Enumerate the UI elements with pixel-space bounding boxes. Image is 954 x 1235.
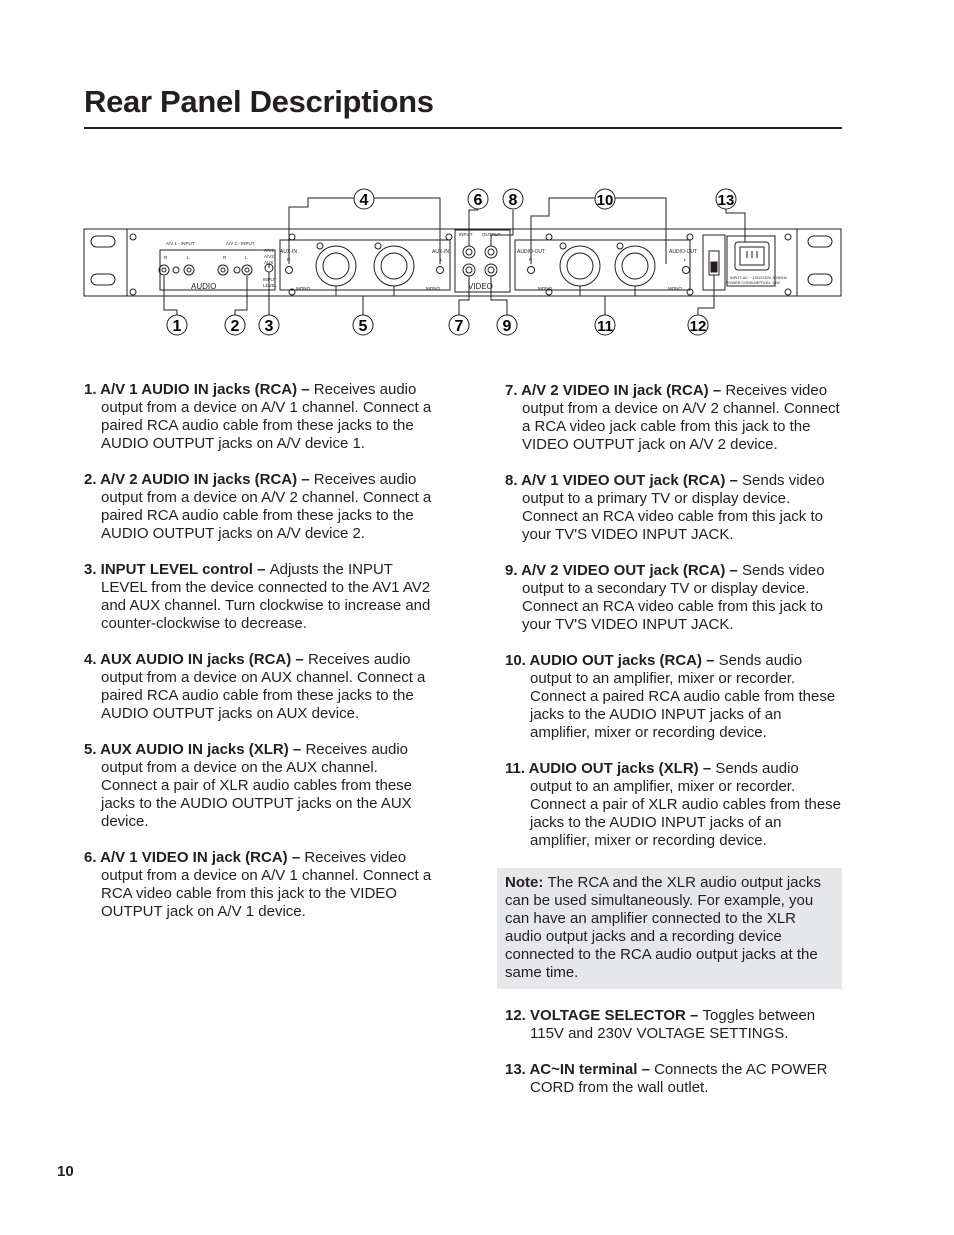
item-12 bbox=[505, 1007, 842, 1043]
callout-7 bbox=[449, 315, 469, 335]
callout-5 bbox=[353, 315, 373, 335]
av2-l-label: L bbox=[245, 255, 248, 260]
item-11-head: 11. AUDIO OUT jacks (XLR) – bbox=[505, 760, 716, 777]
mono-label-3: MONO bbox=[538, 286, 552, 291]
item-8-head: 8. A/V 1 VIDEO OUT jack (RCA) – bbox=[505, 472, 743, 489]
item-6-body: Receives video output from a device on A/V 1 channel. Connect a RCA video cable from this jack to the VIDEO OUTPUT jack on A/V 1 device. bbox=[101, 849, 432, 920]
callout-6 bbox=[468, 189, 488, 209]
svg-text:9: 9 bbox=[502, 318, 512, 335]
svg-text:10: 10 bbox=[596, 192, 614, 209]
rack-slot-br bbox=[808, 274, 832, 285]
rack-slot-bl bbox=[91, 274, 115, 285]
power-label: POWER CONSUMPTION: 10W bbox=[726, 281, 780, 285]
right-column bbox=[505, 382, 842, 1115]
audio-section-label: AUDIO bbox=[191, 282, 217, 291]
input-level-label-2: LEVEL bbox=[263, 283, 278, 288]
item-5 bbox=[84, 741, 434, 831]
svg-text:12: 12 bbox=[689, 318, 707, 335]
video-output-label: OUTPUT bbox=[482, 232, 501, 237]
ac-rating-label: INPUT: AC ~ 115V/230V, 50/60Hz bbox=[730, 276, 787, 280]
mono-label-4: MONO bbox=[668, 286, 682, 291]
svg-text:6: 6 bbox=[473, 192, 483, 209]
item-6 bbox=[84, 849, 434, 921]
item-9-body: Sends video output to a secondary TV or display device. Connect an RCA video cable from this jack to your TV'S VIDEO INPUT JACK. bbox=[522, 562, 825, 633]
item-4-head: 4. AUX AUDIO IN jacks (RCA) – bbox=[84, 651, 308, 668]
callout-markers bbox=[167, 189, 736, 335]
input-level-label-1: INPUT bbox=[263, 277, 277, 282]
audio-out-label-left: AUDIO-OUT bbox=[517, 249, 546, 255]
item-7-body: Receives video output from a device on A/V 2 channel. Connect a RCA video jack cable from this jack to the VIDEO OUTPUT jack on A/V 2 device. bbox=[522, 382, 840, 453]
audio-out-r-label: R bbox=[529, 257, 533, 262]
svg-text:3: 3 bbox=[264, 318, 274, 335]
svg-text:11: 11 bbox=[597, 318, 613, 335]
av1-input-label: A/V 1 - INPUT bbox=[166, 241, 195, 246]
av2-r-label: R bbox=[223, 255, 227, 260]
callout-12 bbox=[688, 315, 708, 335]
callout-4 bbox=[354, 189, 374, 209]
left-column bbox=[84, 381, 434, 939]
item-9-head: 9. A/V 2 VIDEO OUT jack (RCA) – bbox=[505, 562, 743, 579]
item-1-body: Receives audio output from a device on A/V 1 channel. Connect a paired RCA audio cable from these jacks to the AUDIO OUTPUT jacks on A/V device 1. bbox=[101, 381, 432, 452]
item-2-head: 2. A/V 2 AUDIO IN jacks (RCA) – bbox=[84, 471, 314, 488]
title-rule bbox=[84, 127, 842, 129]
item-1-head: 1. A/V 1 AUDIO IN jacks (RCA) – bbox=[84, 381, 314, 398]
svg-text:5: 5 bbox=[358, 318, 368, 335]
callout-11 bbox=[595, 315, 615, 335]
item-5-head: 5. AUX AUDIO IN jacks (XLR) – bbox=[84, 741, 306, 758]
item-6-head: 6. A/V 1 VIDEO IN jack (RCA) – bbox=[84, 849, 305, 866]
callout-2 bbox=[225, 315, 245, 335]
aux-in-label-right: AUX-IN bbox=[432, 249, 449, 255]
svg-text:8: 8 bbox=[508, 192, 518, 209]
item-9 bbox=[505, 562, 842, 634]
mono-label-1: MONO bbox=[296, 286, 310, 291]
item-4-body: Receives audio output from a device on AUX channel. Connect a paired RCA audio cable from these jacks to the AUDIO OUTPUT jacks on AUX device. bbox=[101, 651, 426, 722]
av2-input-label: A/V 2 - INPUT bbox=[226, 241, 255, 246]
svg-text:1: 1 bbox=[172, 318, 182, 335]
item-13 bbox=[505, 1061, 842, 1097]
aux-select-label: AUX bbox=[264, 260, 274, 265]
item-5-body: Receives audio output from a device on the AUX channel. Connect a pair of XLR audio cables from these jacks to the AUDIO OUTPUT jacks on the AUX device. bbox=[101, 741, 413, 830]
callout-9 bbox=[497, 315, 517, 335]
item-2-body: Receives audio output from a device on A/V 2 channel. Connect a paired RCA audio cable from these jacks to the AUDIO OUTPUT jacks on A/V device 2. bbox=[101, 471, 432, 542]
audio-out-label-right: AUDIO-OUT bbox=[669, 249, 698, 255]
item-8-body: Sends video output to a primary TV or display device. Connect an RCA video cable from this jack to your TV'S VIDEO INPUT JACK. bbox=[522, 472, 825, 543]
note-head: Note: bbox=[505, 874, 548, 891]
svg-text:4: 4 bbox=[359, 192, 369, 209]
note-body: The RCA and the XLR audio output jacks can be used simultaneously. For example, you can have an amplifier connected to the XLR audio output jacks and a recording device connected to the RCA audio output jacks at the same time. bbox=[505, 874, 822, 981]
callout-1 bbox=[167, 315, 187, 335]
audio-out-l-label: L bbox=[684, 257, 687, 262]
item-7 bbox=[505, 382, 842, 454]
callout-10 bbox=[595, 189, 615, 209]
aux-in-label-left: AUX-IN bbox=[280, 249, 297, 255]
item-11 bbox=[505, 760, 842, 850]
rack-slot-tr bbox=[808, 236, 832, 247]
rear-panel-diagram bbox=[0, 180, 954, 350]
callout-8 bbox=[503, 189, 523, 209]
rack-slot-tl bbox=[91, 236, 115, 247]
item-3 bbox=[84, 561, 434, 633]
item-11-body: Sends audio output to an amplifier, mixer or recorder. Connect a pair of XLR audio cables from these jacks to the AUDIO INPUT jacks of an amplifier, mixer or recording device. bbox=[530, 760, 842, 849]
svg-text:2: 2 bbox=[230, 318, 240, 335]
item-12-body: Toggles between 115V and 230V VOLTAGE SETTINGS. bbox=[530, 1007, 816, 1042]
note-box bbox=[497, 868, 842, 989]
page-number: 10 bbox=[57, 1163, 74, 1180]
item-13-body: Connects the AC POWER CORD from the wall outlet. bbox=[530, 1061, 828, 1096]
item-3-body: Adjusts the INPUT LEVEL from the device connected to the AV1 AV2 and AUX channel. Turn clockwise to increase and counter-clockwise to decrease. bbox=[101, 561, 431, 632]
item-7-head: 7. A/V 2 VIDEO IN jack (RCA) – bbox=[505, 382, 726, 399]
svg-text:7: 7 bbox=[454, 318, 464, 335]
item-12-head: 12. VOLTAGE SELECTOR – bbox=[505, 1007, 703, 1024]
item-8 bbox=[505, 472, 842, 544]
callout-3 bbox=[259, 315, 279, 335]
av1-l-label: L bbox=[187, 255, 190, 260]
item-3-head: 3. INPUT LEVEL control – bbox=[84, 561, 270, 578]
video-section-label: VIDEO bbox=[468, 282, 493, 291]
item-1 bbox=[84, 381, 434, 453]
aux-in-r-label: R bbox=[287, 257, 291, 262]
av1-r-label: R bbox=[164, 255, 168, 260]
video-input-label: INPUT bbox=[459, 232, 473, 237]
item-4 bbox=[84, 651, 434, 723]
svg-text:13: 13 bbox=[717, 192, 735, 209]
item-2 bbox=[84, 471, 434, 543]
item-10-head: 10. AUDIO OUT jacks (RCA) – bbox=[505, 652, 719, 669]
item-13-head: 13. AC~IN terminal – bbox=[505, 1061, 655, 1078]
av1-select-label: A/V1 bbox=[264, 248, 274, 253]
aux-in-l-label: L bbox=[440, 257, 443, 262]
page-title: Rear Panel Descriptions bbox=[84, 84, 434, 119]
mono-label-2: MONO bbox=[426, 286, 440, 291]
item-10-body: Sends audio output to an amplifier, mixer or recorder. Connect a paired RCA audio cable from these jacks to the AUDIO INPUT jacks of an amplifier, mixer or recording device. bbox=[530, 652, 836, 741]
av2-select-label: A/V2 bbox=[264, 254, 274, 259]
callout-13 bbox=[716, 189, 736, 209]
item-10 bbox=[505, 652, 842, 742]
